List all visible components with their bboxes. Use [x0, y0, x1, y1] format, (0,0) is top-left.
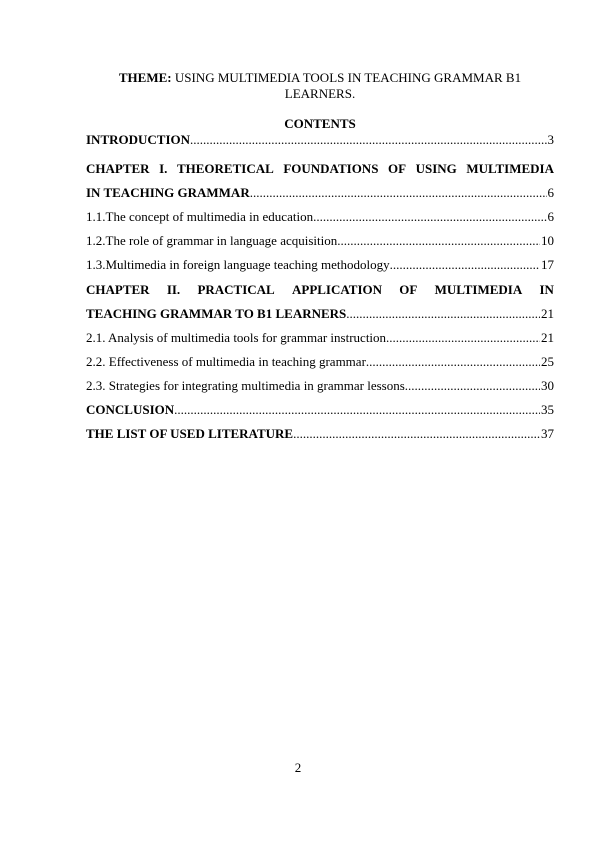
toc-entry-title: CONCLUSION [86, 402, 175, 417]
dot-leader [190, 132, 546, 148]
dot-leader [390, 257, 540, 273]
toc-entry-page: 6 [547, 209, 554, 224]
dot-leader [293, 426, 540, 442]
dot-leader [250, 185, 547, 201]
toc-entry-chapter-2[interactable] [86, 273, 554, 322]
toc-entry-2-3[interactable] [86, 370, 554, 394]
toc-entry-page: 10 [541, 233, 554, 248]
theme-text-line2: LEARNERS. [284, 86, 356, 101]
toc-entry-1-2[interactable] [86, 225, 554, 249]
chapter-1-line-2 [86, 177, 554, 201]
toc-entry-page: 3 [547, 132, 554, 147]
toc-entry-title: 2.3. Strategies for integrating multimedia in grammar lessons [86, 378, 405, 393]
dot-leader [405, 378, 540, 394]
chapter-2-line-1: CHAPTER II. PRACTICAL APPLICATION OF MULTIMEDIA IN [86, 282, 554, 297]
dot-leader [174, 402, 540, 418]
toc-entry-title: 2.1. Analysis of multimedia tools for grammar instruction [86, 330, 387, 345]
toc-entry-1-1[interactable] [86, 201, 554, 225]
toc-entry-title: THE LIST OF USED LITERATURE [86, 426, 294, 441]
page-number: 2 [294, 760, 302, 775]
toc-entry-2-1[interactable] [86, 322, 554, 346]
toc-entry-introduction[interactable] [86, 132, 554, 154]
toc-entry-page: 37 [541, 426, 554, 441]
theme-text-line1: USING MULTIMEDIA TOOLS IN TEACHING GRAMMAR B1 [174, 70, 522, 85]
contents-title: CONTENTS [284, 116, 356, 131]
table-of-contents [86, 132, 554, 442]
toc-entry-page: 25 [541, 354, 554, 369]
toc-entry-conclusion[interactable] [86, 394, 554, 418]
toc-entry-title: Multimedia in foreign language teaching methodology [105, 257, 390, 272]
dot-leader [386, 330, 540, 346]
toc-entry-title: INTRODUCTION [86, 132, 191, 147]
dot-leader [346, 306, 540, 322]
toc-entry-page: 21 [541, 330, 554, 345]
toc-entry-2-2[interactable] [86, 346, 554, 370]
toc-entry-title: 2.2. Effectiveness of multimedia in teaching grammar [86, 354, 366, 369]
theme-label: THEME: [118, 70, 172, 85]
toc-entry-page: 6 [547, 185, 554, 200]
toc-entry-number: 1.3. [86, 257, 106, 272]
dot-leader [313, 209, 546, 225]
toc-entry-page: 30 [541, 378, 554, 393]
toc-entry-title: IN TEACHING GRAMMAR [86, 185, 250, 200]
dot-leader [366, 354, 540, 370]
chapter-2-line-2 [86, 298, 554, 322]
toc-entry-title: The concept of multimedia in education [105, 209, 314, 224]
toc-entry-page: 35 [541, 402, 554, 417]
toc-entry-chapter-1[interactable] [86, 154, 554, 201]
toc-entry-page: 21 [541, 306, 554, 321]
toc-entry-title: TEACHING GRAMMAR TO B1 LEARNERS [86, 306, 347, 321]
toc-entry-literature[interactable] [86, 418, 554, 442]
chapter-1-line-1: CHAPTER I. THEORETICAL FOUNDATIONS OF USING MULTIMEDIA [86, 161, 554, 176]
theme-heading [86, 70, 554, 102]
toc-entry-page: 17 [541, 257, 554, 272]
toc-entry-1-3[interactable] [86, 249, 554, 273]
toc-entry-title: The role of grammar in language acquisition [105, 233, 338, 248]
dot-leader [337, 233, 540, 249]
toc-entry-number: 1.1. [86, 209, 106, 224]
toc-entry-number: 1.2. [86, 233, 106, 248]
